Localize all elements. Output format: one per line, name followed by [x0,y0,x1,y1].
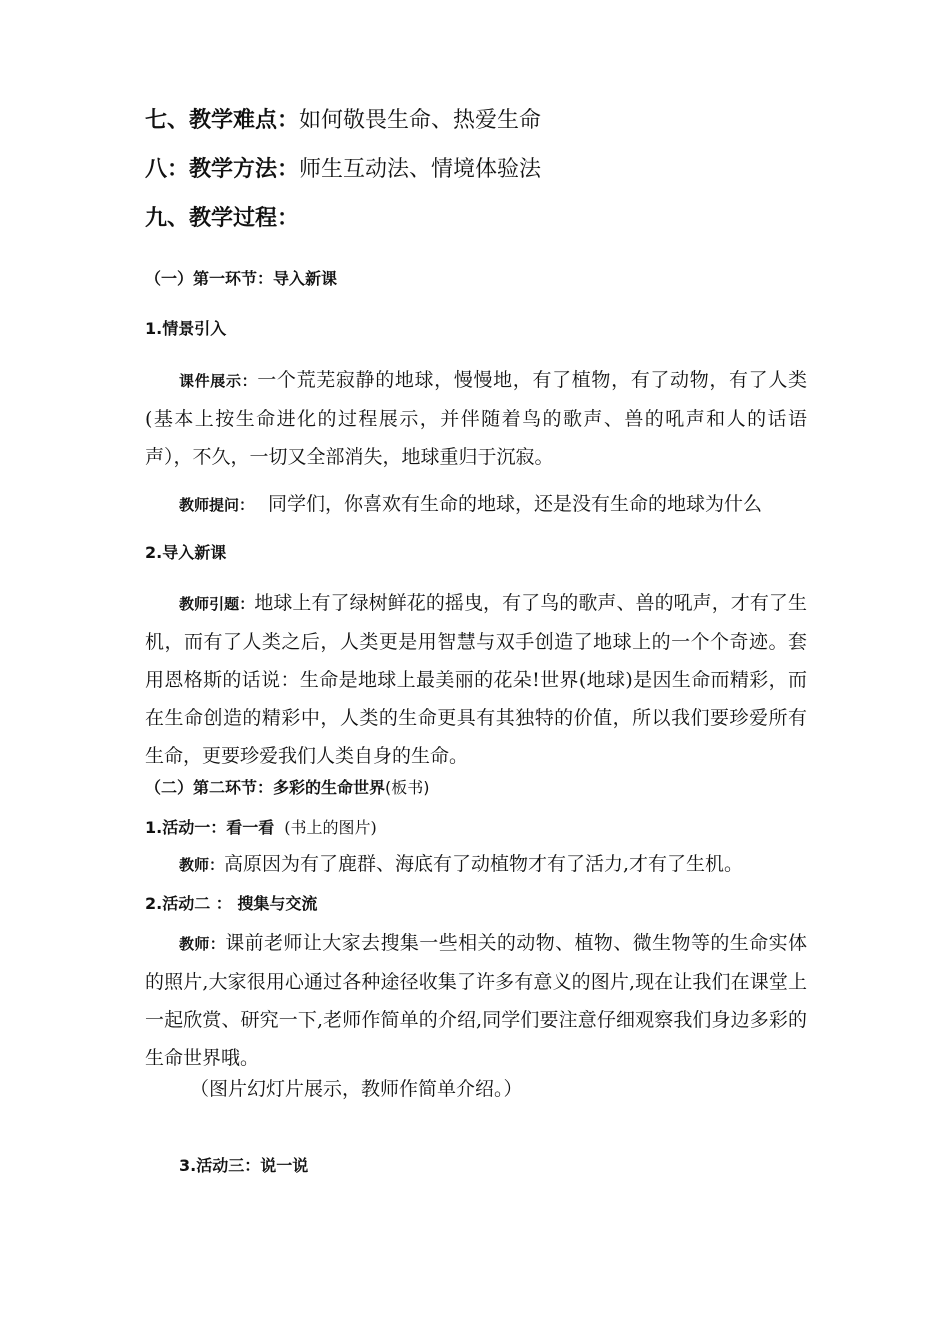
section-2-title [145,776,430,800]
heading-label: 七、教学难点： [145,108,300,133]
activity-1-suffix: (书上的图片) [284,818,377,837]
heading-teaching-difficulty [145,106,541,136]
activity-1-teacher [179,850,743,879]
teacher-text: 课前老师让大家去搜集一些相关的动物、植物、微生物等的生命实体的照片,大家很用心通过各种途径收集了许多有意义的图片,现在让我们在课堂上一起欣赏、研究一下,老师作简单的介绍,同学们要注意仔细观察我们身边多彩的生命世界哦。 [145,932,807,1069]
subsection-scenario-intro: 1.情景引入 [145,319,227,338]
heading-teaching-method [145,155,541,185]
question-label: 教师提问： [179,496,255,514]
heading-text: 如何敬畏生命、热爱生命 [299,108,542,133]
heading-teaching-process [145,204,299,234]
courseware-paragraph [145,361,807,476]
heading-text: 师生互动法、情境体验法 [299,157,542,182]
intro-paragraph [145,584,807,775]
activity-2-label: 2.活动二 ： 搜集与交流 [145,894,318,913]
subsection-lesson-intro: 2.导入新课 [145,543,227,562]
teacher-label: 教师： [179,935,226,953]
intro-label: 教师引题： [179,595,255,613]
courseware-text: 一个荒芜寂静的地球，慢慢地，有了植物，有了动物，有了人类(基本上按生命进化的过程展示，并伴随着鸟的歌声、兽的吼声和人的话语声），不久，一切又全部消失，地球重归于沉寂。 [145,369,807,468]
question-text: 同学们，你喜欢有生命的地球，还是没有生命的地球为什么 [268,493,763,515]
intro-text: 地球上有了绿树鲜花的摇曳，有了鸟的歌声、兽的吼声，才有了生机，而有了人类之后，人类更是用智慧与双手创造了地球上的一个个奇迹。套用恩格斯的话说：生命是地球上最美丽的花朵!世界(地球)是因生命而精彩，而在生命创造的精彩中，人类的生命更具有其独特的价值，所以我们要珍爱所有生命，更要珍爱我们人类自身的生命。 [145,592,807,767]
slide-note: （图片幻灯片展示，教师作简单介绍。） [190,1078,523,1100]
activity-3-label: 3.活动三：说一说 [179,1156,309,1175]
section-2-title-suffix: (板书) [385,778,430,797]
heading-label: 九、教学过程： [145,206,300,231]
teacher-question [179,490,762,519]
activity-1-label: 1.活动一：看一看 [145,818,275,837]
activity-1-line [145,816,377,840]
section-2-title-bold: （二）第二环节：多彩的生命世界 [145,778,386,797]
teacher-label: 教师： [179,856,225,874]
activity-2-paragraph [145,924,807,1077]
courseware-label: 课件展示： [179,372,258,390]
section-1-title: （一）第一环节：导入新课 [145,269,338,288]
heading-label: 八：教学方法： [145,157,300,182]
teacher-text: 高原因为有了鹿群、海底有了动植物才有了活力,才有了生机。 [224,853,744,875]
